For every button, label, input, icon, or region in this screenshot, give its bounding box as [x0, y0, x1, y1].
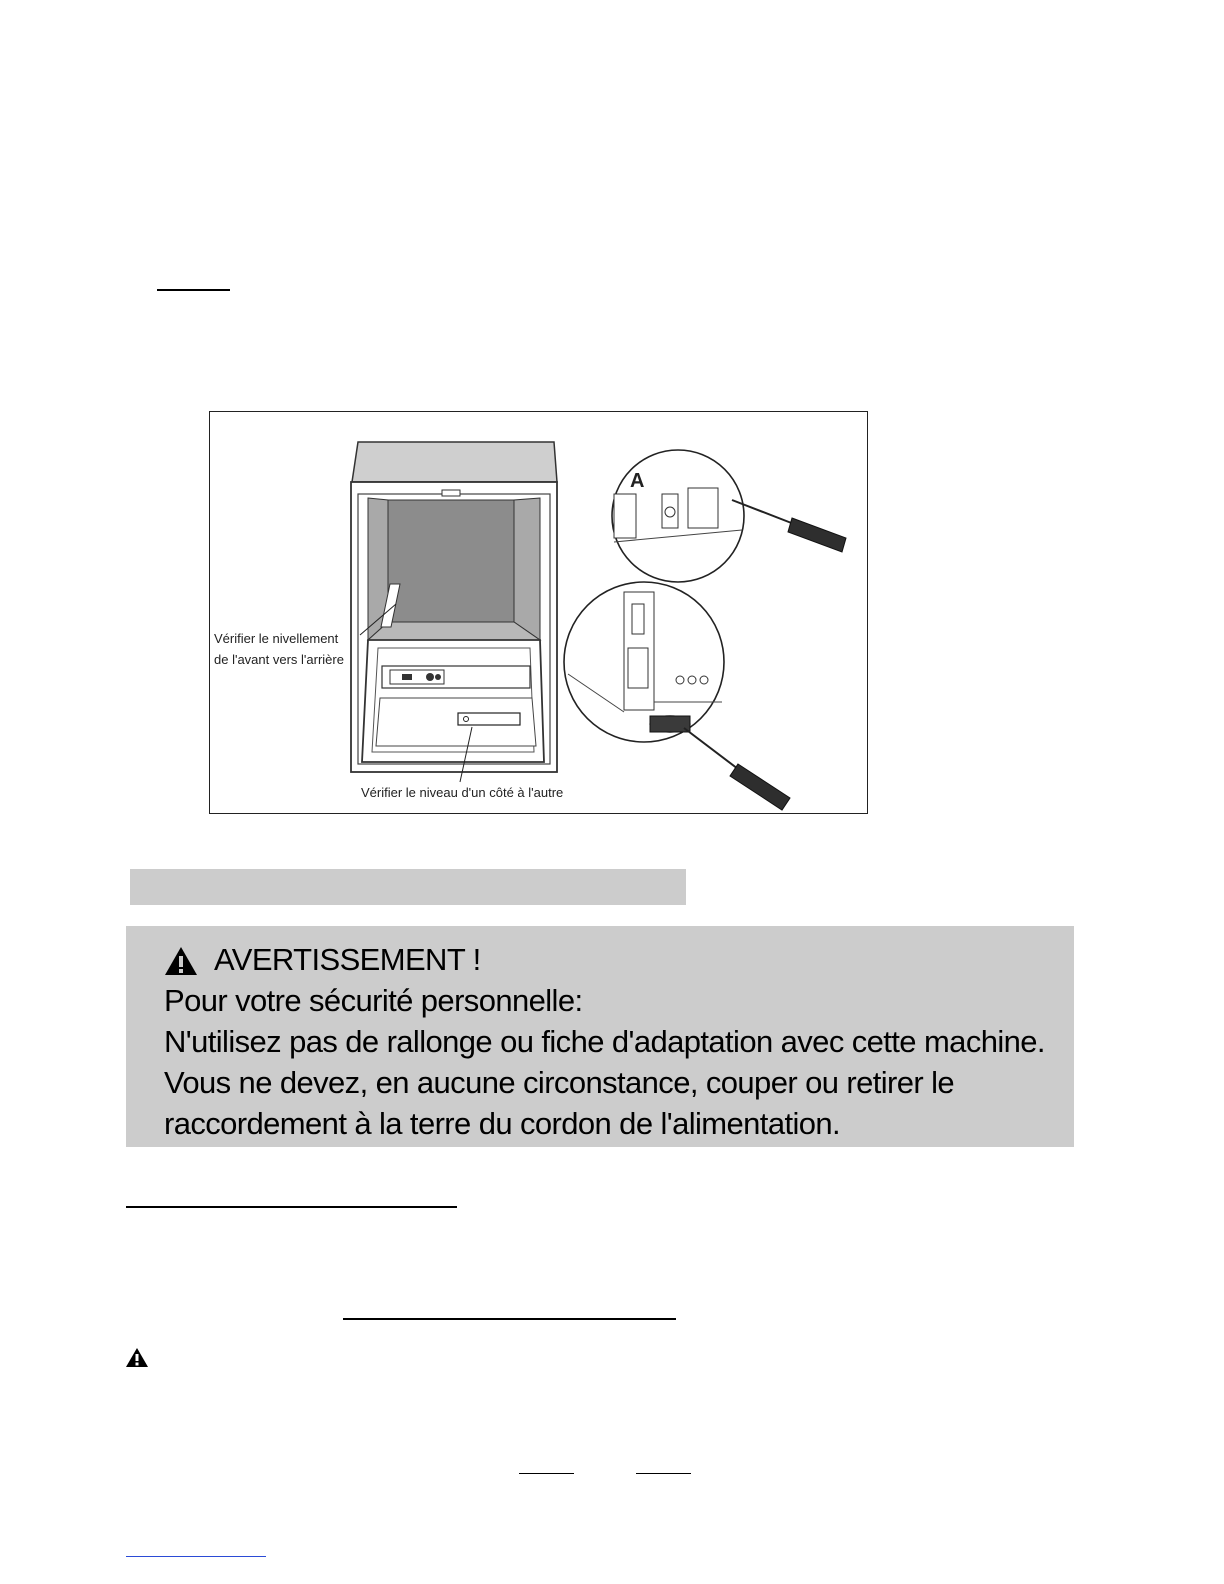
warning-title-row: [164, 939, 1074, 980]
warning-title: AVERTISSEMENT !: [214, 942, 481, 977]
warning-triangle-icon: [125, 1347, 149, 1368]
warning-box: [126, 926, 1074, 1147]
label-side-to-side: Vérifier le niveau d'un côté à l'autre: [361, 785, 564, 800]
warning-line: raccordement à la terre du cordon de l'alimentation.: [164, 1106, 841, 1141]
label-front-to-back-line1: Vérifier le nivellement: [214, 631, 339, 646]
warning-triangle-icon: [164, 945, 198, 975]
underline-rule-short-1: [519, 1473, 574, 1474]
underline-rule-mid: [343, 1318, 676, 1320]
section-heading-bar: [130, 869, 686, 905]
label-front-to-back-line2: de l'avant vers l'arrière: [214, 652, 344, 667]
link-underline[interactable]: [126, 1556, 266, 1557]
detail-label-a: A: [630, 470, 645, 492]
leveling-illustration: [209, 411, 868, 814]
underline-rule-top: [157, 289, 230, 291]
underline-rule-short-2: [636, 1473, 691, 1474]
warning-line: N'utilisez pas de rallonge ou fiche d'adaptation avec cette machine.: [164, 1024, 1045, 1059]
dishwasher-drawing: [210, 412, 868, 814]
warning-line: Vous ne devez, en aucune circonstance, couper ou retirer le: [164, 1065, 955, 1100]
underline-rule-section: [126, 1206, 457, 1208]
warning-line: Pour votre sécurité personnelle:: [164, 983, 583, 1018]
